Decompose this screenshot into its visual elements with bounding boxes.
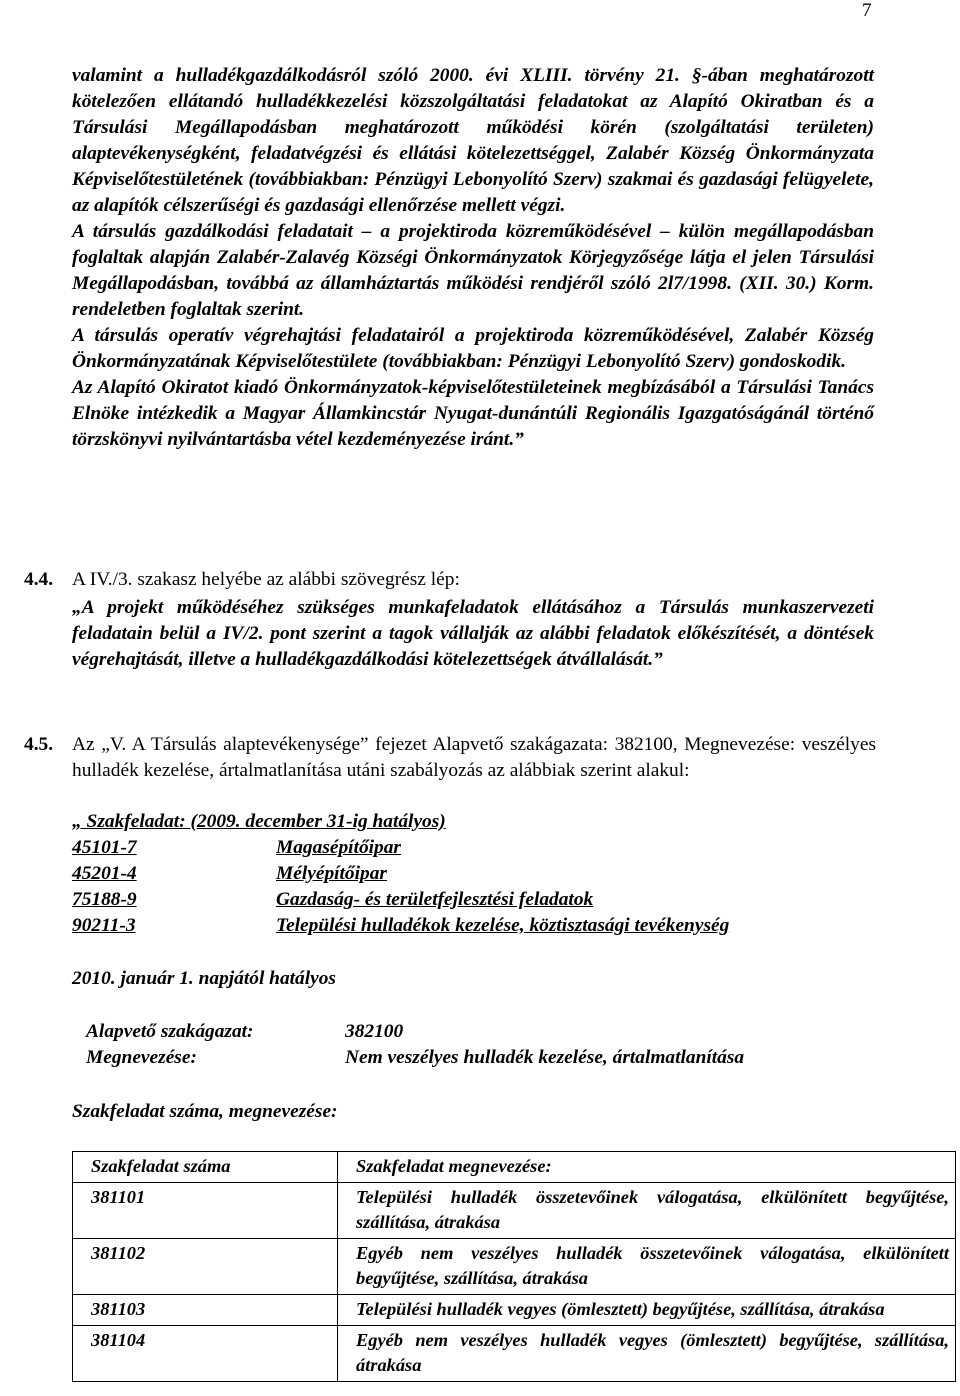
paragraph-operative: A társulás operatív végrehajtási feladatairól a projektiroda közreműködésével, Zalabér Község Önkormányzatának Képviselőtestülete (továbbiakban: Pénzügyi Lebonyolító Szerv) gondoskodik. [72, 325, 874, 372]
paragraph-scope: valamint a hulladékgazdálkodásról szóló 2000. évi XLIII. törvény 21. §-ában meghatározott kötelezően ellátandó hulladékkezelési közszolgáltatási feladatokat az Alapító Okiratban és a Társulási Megállapodásban meghatározott működési körén (szolgáltatási területen) alaptevékenységként, feladatvégzési és ellátási kötelezettséggel, Zalabér Község Önkormányzata Képviselőtestületének (továbbiakban: Pénzügyi Lebonyolító Szerv) szakmai és gazdasági felügyelete, az alapítók célszerűségi és gazdasági ellenőrzése mellett végzi. [72, 65, 874, 216]
szakfeladat-table [72, 1151, 956, 1382]
code-cell: 381102 [73, 1239, 338, 1295]
header-cell: Szakfeladat megnevezése: [338, 1152, 956, 1183]
code-cell: 381103 [73, 1295, 338, 1326]
name-cell: Egyéb nem veszélyes hulladék vegyes (ömlesztett) begyűjtése, szállítása, átrakása [338, 1326, 956, 1382]
old-item-code: 45101-7 [72, 837, 137, 858]
table-row [73, 1295, 956, 1326]
name-cell: Települési hulladék összetevőinek válogatása, elkülönített begyűjtése, szállítása, átrakása [338, 1183, 956, 1239]
old-item-code: 75188-9 [72, 889, 137, 910]
table-heading: Szakfeladat száma, megnevezése: [72, 1101, 338, 1122]
name-cell: Települési hulladék vegyes (ömlesztett) begyűjtése, szállítása, átrakása [338, 1295, 956, 1326]
megnev-label: Megnevezése: [86, 1047, 197, 1068]
header-cell: Szakfeladat száma [73, 1152, 338, 1183]
alap-label: Alapvető szakágazat: [86, 1021, 254, 1042]
page-number: 7 [862, 0, 872, 21]
table-row [73, 1239, 956, 1295]
table-row [73, 1183, 956, 1239]
table-row [73, 1326, 956, 1382]
paragraph-finance: A társulás gazdálkodási feladatait – a projektiroda közreműködésével – külön megállapodásban foglaltak alapján Zalabér-Zalavég Községi Önkormányzatok Körjegyzősége látja el jelen Társulási Megállapodásban, továbbá az államháztartás működési rendjéről szóló 2l7/1998. (XII. 30.) Korm. rendeletben foglaltak szerint. [72, 221, 874, 320]
table-header-row [73, 1152, 956, 1183]
old-item-name: Magasépítőipar [276, 837, 401, 858]
code-cell: 381101 [73, 1183, 338, 1239]
section-number-4-4: 4.4. [24, 569, 54, 590]
body-text-block [72, 63, 874, 453]
megnev-value: Nem veszélyes hulladék kezelése, ártalmatlanítása [345, 1047, 745, 1068]
paragraph-registration: Az Alapító Okiratot kiadó Önkormányzatok-képviselőtestületeinek megbízásából a Társulási Tanács Elnöke intézkedik a Magyar Államkincstár Nyugat-dunántúli Regionális Igazgatóságánál történő törzskönyvi nyilvántartásba vétel kezdeményezése iránt.” [72, 377, 874, 450]
section-4-4-intro: A IV./3. szakasz helyébe az alábbi szövegrész lép: [72, 569, 460, 590]
old-item-code: 90211-3 [72, 915, 136, 936]
name-cell: Egyéb nem veszélyes hulladék összetevőinek válogatása, elkülönített begyűjtése, szállítása, átrakása [338, 1239, 956, 1295]
new-scope-heading: 2010. január 1. napjától hatályos [72, 968, 336, 989]
old-scope-heading: „ Szakfeladat: (2009. december 31-ig hatályos) [72, 811, 446, 832]
old-item-name: Települési hulladékok kezelése, köztisztasági tevékenység [276, 915, 730, 936]
section-4-5-intro: Az „V. A Társulás alaptevékenysége” fejezet Alapvető szakágazata: 382100, Megnevezése: veszélyes hulladék kezelése, ártalmatlanítása utáni szabályozás az alábbiak szerint alakul: [72, 734, 876, 781]
old-item-code: 45201-4 [72, 863, 137, 884]
old-item-name: Mélyépítőipar [276, 863, 387, 884]
section-number-4-5: 4.5. [24, 734, 54, 755]
section-4-4-quote: „A projekt működéséhez szükséges munkafeladatok ellátásához a Társulás munkaszervezeti feladatain belül a IV/2. pont szerint a tagok vállalják az alábbi feladatok előkészítését, a döntések végrehajtását, illetve a hulladékgazdálkodási kötelezettségek átvállalását.” [72, 597, 874, 670]
old-item-name: Gazdaság- és területfejlesztési feladatok [276, 889, 594, 910]
code-cell: 381104 [73, 1326, 338, 1382]
alap-value: 382100 [345, 1021, 404, 1042]
